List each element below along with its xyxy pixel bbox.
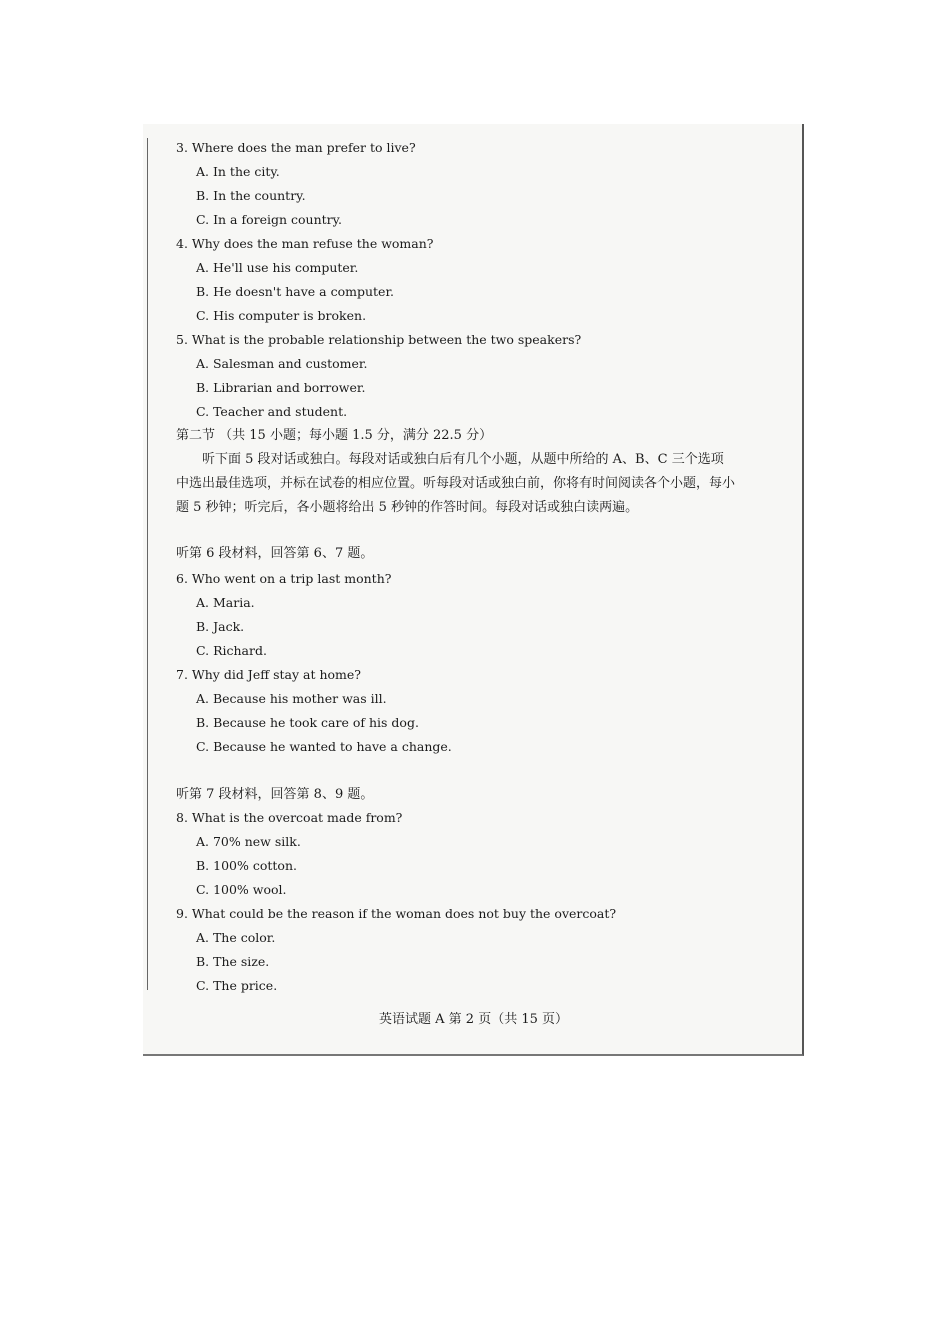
question-5: 5. What is the probable relationship between the two speakers?: [176, 332, 582, 347]
section-instruction: 听下面 5 段对话或独白。每段对话或独白后有几个小题，从题中所给的 A、B、C 三个选项中选出最佳选项，并标在试卷的相应位置。听每段对话或独白前，你将有时间阅读各个小题，每小题 5 秒钟；听完后，各小题将给出 5 秒钟的作答时间。每段对话或独白读两遍。: [176, 452, 736, 515]
option: B. He doesn't have a computer.: [196, 284, 395, 299]
question-6: 6. Who went on a trip last month?: [176, 571, 392, 586]
section-heading: 第二节 （共 15 小题；每小题 1.5 分，满分 22.5 分）: [176, 428, 493, 443]
question-9: 9. What could be the reason if the woman does not buy the overcoat?: [176, 906, 617, 921]
option: A. The color.: [196, 930, 276, 945]
option: B. In the country.: [196, 188, 306, 203]
option: A. 70% new silk.: [196, 834, 301, 849]
option: B. 100% cotton.: [196, 858, 297, 873]
option: C. Because he wanted to have a change.: [196, 739, 452, 754]
option: B. Librarian and borrower.: [196, 380, 366, 395]
question-3: 3. Where does the man prefer to live?: [176, 140, 416, 155]
question-7: 7. Why did Jeff stay at home?: [176, 667, 361, 682]
option: A. In the city.: [196, 164, 280, 179]
option: C. 100% wool.: [196, 882, 287, 897]
question-8: 8. What is the overcoat made from?: [176, 810, 403, 825]
option: A. Maria.: [196, 595, 255, 610]
page-footer: 英语试题 A 第 2 页（共 15 页）: [379, 1012, 568, 1027]
option: B. The size.: [196, 954, 270, 969]
option: C. His computer is broken.: [196, 308, 367, 323]
option: B. Jack.: [196, 619, 245, 634]
option: A. He'll use his computer.: [196, 260, 359, 275]
margin-line: [147, 138, 148, 990]
option: C. Teacher and student.: [196, 404, 348, 419]
option: C. The price.: [196, 978, 278, 993]
group-heading-6: 听第 6 段材料，回答第 6、7 题。: [176, 546, 374, 561]
scanned-exam-page: [143, 124, 804, 1056]
option: C. Richard.: [196, 643, 267, 658]
option: A. Salesman and customer.: [196, 356, 368, 371]
option: B. Because he took care of his dog.: [196, 715, 419, 730]
option: A. Because his mother was ill.: [196, 691, 387, 706]
option: C. In a foreign country.: [196, 212, 343, 227]
question-4: 4. Why does the man refuse the woman?: [176, 236, 434, 251]
group-heading-7: 听第 7 段材料，回答第 8、9 题。: [176, 787, 374, 802]
